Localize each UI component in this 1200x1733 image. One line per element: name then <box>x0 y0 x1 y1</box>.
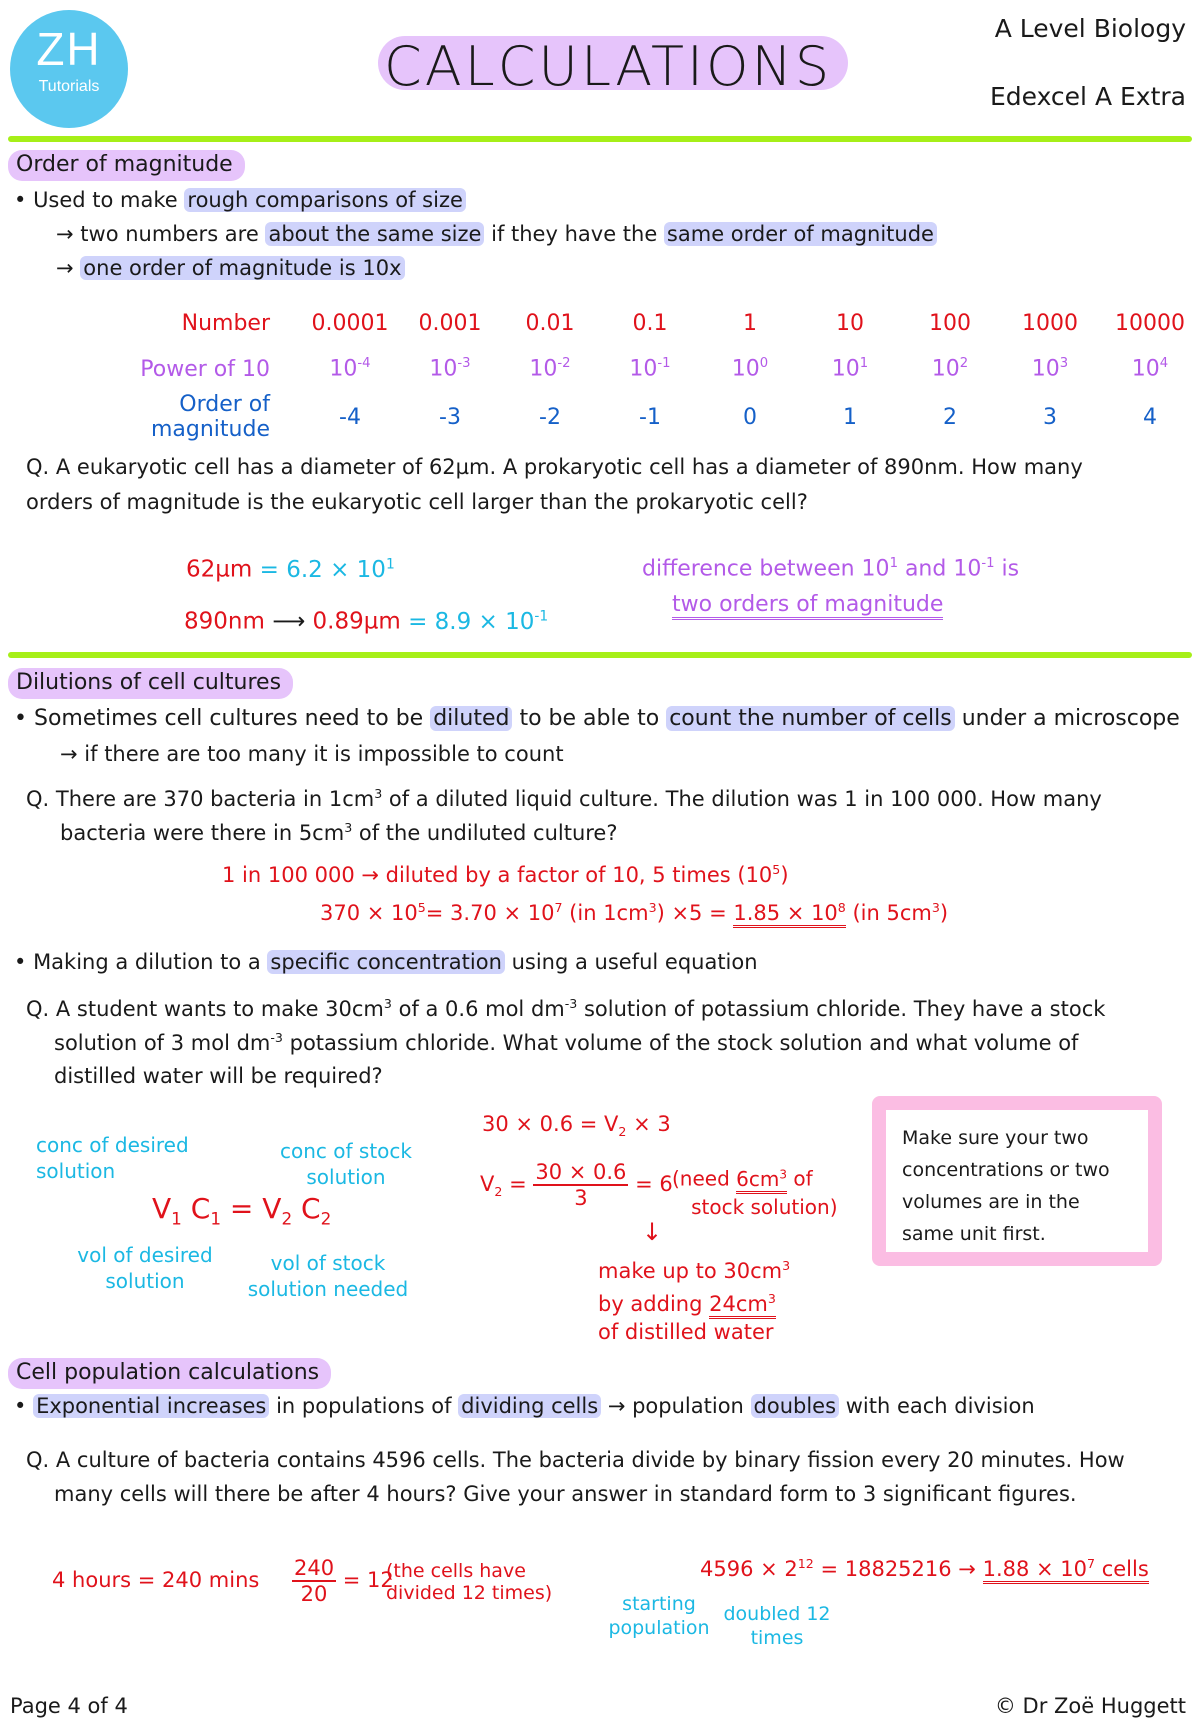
power-cell <box>600 346 700 392</box>
text: = 3.70 × 10 <box>425 901 555 925</box>
base: 10 <box>731 356 760 382</box>
row-label: Power of 10 <box>140 356 270 382</box>
power-cell <box>1000 346 1100 392</box>
text: (in 5cm <box>845 901 932 925</box>
answer-divisions-note: (the cells have divided 12 times) <box>386 1560 553 1604</box>
logo-initials: ZH <box>36 23 102 75</box>
highlight: specific concentration <box>267 950 504 974</box>
text: (need <box>672 1166 737 1191</box>
text: = 6 <box>635 1172 673 1196</box>
text: = 12 <box>342 1568 394 1592</box>
exponent: 7 <box>554 900 563 915</box>
text: Q. A student wants to make 30cm <box>26 997 384 1021</box>
annotation-c1: conc of desired solution <box>36 1133 189 1183</box>
base: 10 <box>529 356 558 382</box>
long-arrow-icon: ⟶ <box>272 608 306 635</box>
difference-note-line-2 <box>672 592 943 617</box>
exponent: 3 <box>782 1258 791 1273</box>
text: stock solution) <box>691 1194 838 1219</box>
exponent: 4 <box>1159 356 1169 372</box>
denominator: 20 <box>300 1582 328 1606</box>
text: of distilled water <box>598 1320 774 1344</box>
text: ) <box>939 901 949 925</box>
bullet-order-1: • Used to make rough comparisons of size <box>14 188 466 212</box>
text: Q. There are 370 bacteria in 1cm <box>26 787 375 811</box>
text: V <box>480 1172 495 1196</box>
exponent: 3 <box>1059 356 1069 372</box>
highlight: about the same size <box>265 222 484 246</box>
text <box>408 609 548 635</box>
number-cell: 0.001 <box>418 310 482 336</box>
text: solution of 3 mol dm <box>54 1031 271 1055</box>
text: 62µm <box>186 556 253 583</box>
question-order-line-1: Q. A eukaryotic cell has a diameter of 62µm. A prokaryotic cell has a diameter of 890nm. How many <box>26 455 1083 479</box>
exponent: -3 <box>457 356 471 372</box>
subscript: 2 <box>618 1124 627 1140</box>
exponent: 3 <box>344 820 353 835</box>
text: if there are too many it is impossible to count <box>84 742 564 766</box>
text: by adding <box>598 1292 710 1316</box>
text: 370 × 10 <box>320 901 418 925</box>
order-cell: 0 <box>743 404 757 430</box>
text: of a diluted liquid culture. The dilution was 1 in 100 000. How many <box>382 787 1102 811</box>
row-power <box>84 346 1200 392</box>
exponent: 1 <box>889 556 898 571</box>
subscript: 1 <box>171 1208 182 1229</box>
sub-bullet-dilutions-1 <box>60 742 564 766</box>
arrow-icon: → <box>56 222 74 246</box>
answer-order-line-2 <box>184 608 548 635</box>
power-cell <box>1100 346 1200 392</box>
text: × 3 <box>626 1112 671 1136</box>
text: = <box>229 1192 254 1225</box>
highlight: diluted <box>430 706 512 731</box>
bullet-dilutions-2: • Making a dilution to a specific concentration using a useful equation <box>14 950 758 974</box>
power-cell <box>800 346 900 392</box>
annotation-v2: vol of stock solution needed <box>247 1251 409 1301</box>
difference-note-line-1 <box>642 556 1019 581</box>
text: 1.88 × 10 <box>982 1557 1088 1581</box>
spec-label: Edexcel A Extra <box>989 82 1186 111</box>
exponent: 5 <box>772 862 781 877</box>
text: bacteria were there in 5cm <box>60 821 345 845</box>
sub-bullet-order-2 <box>56 256 405 280</box>
working-note <box>672 1160 838 1221</box>
number-cell: 1 <box>743 310 757 336</box>
question-dilution-line-1 <box>26 786 1102 811</box>
section-heading-dilutions: Dilutions of cell cultures <box>8 668 293 699</box>
base: 10 <box>831 356 860 382</box>
annotation-v1: vol of desired solution <box>77 1243 213 1293</box>
order-cell: -3 <box>439 404 461 430</box>
text: ) <box>780 863 789 887</box>
order-cell: -2 <box>539 404 561 430</box>
exponent: 3 <box>648 900 657 915</box>
fraction <box>533 1160 628 1210</box>
base: 10 <box>1031 356 1060 382</box>
base: 10 <box>429 356 458 382</box>
exponent: -3 <box>564 996 578 1011</box>
row-number <box>84 300 1200 346</box>
text: C <box>301 1192 321 1225</box>
final-answer <box>983 1557 1149 1584</box>
highlight: dividing cells <box>458 1394 601 1418</box>
page-title: CALCULATIONS <box>378 36 848 90</box>
text: C <box>190 1192 211 1225</box>
exponent: 0 <box>759 356 769 372</box>
denominator: 3 <box>574 1186 588 1210</box>
text: of a 0.6 mol dm <box>391 997 565 1021</box>
text: solution of potassium chloride. They have a stock <box>577 997 1106 1021</box>
text: and 10 <box>897 556 982 582</box>
order-cell: 4 <box>1143 404 1157 430</box>
annotation-c2: conc of stock solution <box>280 1139 412 1189</box>
number-cell: 1000 <box>1022 310 1078 336</box>
text: (in 1cm <box>562 901 649 925</box>
subject-label: A Level Biology <box>994 14 1186 43</box>
answer-hours: 4 hours = 240 mins <box>52 1568 260 1592</box>
question-dilution-line-2 <box>60 820 618 845</box>
answer-underlined <box>709 1292 776 1319</box>
row-label: Number <box>181 310 270 336</box>
exponent: 3 <box>931 900 940 915</box>
order-cell: -1 <box>639 404 661 430</box>
working-line-2 <box>480 1160 673 1210</box>
exponent: 1 <box>859 356 869 372</box>
highlight: rough comparisons of size <box>184 188 466 212</box>
base: 10 <box>629 356 658 382</box>
base: 10 <box>1131 356 1160 382</box>
exponent: 3 <box>374 786 383 801</box>
text: Making a dilution to a <box>33 950 268 974</box>
answer-divisions <box>292 1556 394 1606</box>
answer-underlined <box>736 1167 787 1194</box>
bullet-dilutions-1: • Sometimes cell cultures need to be diluted to be able to count the number of cells under a microscope <box>14 706 1180 731</box>
order-cell: 2 <box>943 404 957 430</box>
exponent: -4 <box>357 356 371 372</box>
question-concentration-line-1 <box>26 996 1105 1021</box>
subscript: 1 <box>210 1208 221 1229</box>
row-order <box>84 392 1200 442</box>
subscript: 2 <box>281 1208 293 1229</box>
exponent: 5 <box>417 900 426 915</box>
dilution-equation <box>152 1192 331 1229</box>
answer-order-line-1 <box>186 556 395 583</box>
logo-subtitle: Tutorials <box>38 78 100 95</box>
fraction <box>292 1556 336 1606</box>
exponent: 2 <box>959 356 969 372</box>
working-line-1 <box>482 1112 671 1139</box>
sub-bullet-order-1 <box>56 222 937 246</box>
section-heading-population: Cell population calculations <box>8 1358 331 1389</box>
text: 1 in 100 000 → diluted by a factor of 10, 5 times (10 <box>222 863 773 887</box>
question-population-line-2: many cells will there be after 4 hours? Give your answer in standard form to 3 significant figures. <box>54 1482 1077 1506</box>
subscript: 2 <box>494 1184 503 1200</box>
working-conclusion <box>598 1252 790 1346</box>
question-order-line-2: orders of magnitude is the eukaryotic cell larger than the prokaryotic cell? <box>26 490 808 514</box>
order-cell: 3 <box>1043 404 1057 430</box>
question-concentration-line-3: distilled water will be required? <box>54 1064 383 1088</box>
answer-dilution-line-1 <box>222 862 789 887</box>
text: = 6.2 × 10 <box>259 556 386 583</box>
highlight: doubles <box>751 1394 840 1418</box>
text: Used to make <box>33 188 185 212</box>
exponent: 3 <box>383 996 392 1011</box>
zh-tutorials-logo <box>10 10 128 128</box>
divider <box>8 652 1192 658</box>
text: potassium chloride. What volume of the stock solution and what volume of <box>282 1031 1079 1055</box>
power-cell <box>900 346 1000 392</box>
numerator: 30 × 0.6 <box>535 1160 627 1184</box>
number-cell: 0.01 <box>525 310 575 336</box>
text: Sometimes cell cultures need to be <box>33 706 431 731</box>
power-cell <box>500 346 600 392</box>
question-population-line-1: Q. A culture of bacteria contains 4596 cells. The bacteria divide by binary fission every 20 minutes. How <box>26 1448 1125 1472</box>
text: if they have the <box>484 222 664 246</box>
highlight: Exponential increases <box>33 1394 269 1418</box>
text: is <box>994 556 1020 582</box>
annotation-starting-population: starting population <box>608 1593 710 1639</box>
answer-calculation <box>700 1556 1149 1581</box>
order-cell: -4 <box>339 404 361 430</box>
page-number: Page 4 of 4 <box>10 1694 128 1718</box>
text: make up to 30cm <box>598 1259 783 1283</box>
text: difference between 10 <box>642 556 890 582</box>
text: → population <box>601 1394 751 1418</box>
exponent: -2 <box>557 356 571 372</box>
text: 1.85 × 10 <box>733 901 838 925</box>
text: 24cm <box>709 1292 768 1316</box>
order-of-magnitude-table <box>84 300 1200 442</box>
divider <box>8 136 1192 142</box>
tip-box: Make sure your two concentrations or two volumes are in the same unit first. <box>872 1096 1162 1266</box>
text: 4596 × 2 <box>700 1557 798 1581</box>
text: with each division <box>839 1394 1035 1418</box>
exponent: 7 <box>1087 1556 1096 1571</box>
number-cell: 100 <box>929 310 971 336</box>
arrow-icon: → <box>60 742 78 766</box>
exponent: -1 <box>981 556 995 571</box>
answer-underlined: two orders of magnitude <box>672 592 943 620</box>
numerator: 240 <box>294 1556 335 1580</box>
exponent: 1 <box>385 556 395 572</box>
text: 30 × 0.6 = V <box>482 1112 619 1136</box>
text: 0.89µm <box>312 608 401 635</box>
highlight: one order of magnitude is 10x <box>80 256 404 280</box>
question-concentration-line-2 <box>54 1030 1078 1055</box>
subscript: 2 <box>320 1208 332 1229</box>
exponent: 8 <box>837 900 846 915</box>
text: two numbers are <box>80 222 266 246</box>
power-cell <box>300 346 400 392</box>
power-cell <box>400 346 500 392</box>
text: = 18825216 → <box>813 1557 983 1581</box>
highlight: same order of magnitude <box>664 222 937 246</box>
answer-dilution-line-2 <box>320 900 948 925</box>
row-label: Order of magnitude <box>150 392 270 442</box>
text: using a useful equation <box>504 950 758 974</box>
text: of the undiluted culture? <box>352 821 618 845</box>
down-arrow-icon: ↓ <box>642 1218 663 1246</box>
highlight: count the number of cells <box>666 706 955 731</box>
arrow-icon: → <box>56 256 74 280</box>
text <box>260 557 395 583</box>
annotation-doubled: doubled 12 times <box>723 1603 831 1649</box>
text: = <box>502 1172 534 1196</box>
section-heading-order-of-magnitude: Order of magnitude <box>8 150 245 181</box>
text: V <box>152 1192 172 1225</box>
exponent: 12 <box>797 1556 814 1571</box>
order-cell: 1 <box>843 404 857 430</box>
text: to be able to <box>512 706 667 731</box>
number-cell: 0.0001 <box>311 310 389 336</box>
exponent: 3 <box>779 1167 787 1181</box>
exponent: -1 <box>534 608 549 624</box>
text: V <box>262 1192 282 1225</box>
answer-underlined <box>733 901 845 928</box>
text: 890nm <box>184 608 265 635</box>
text: in populations of <box>269 1394 459 1418</box>
exponent: -3 <box>270 1030 283 1045</box>
exponent: 3 <box>767 1291 776 1306</box>
number-cell: 0.1 <box>632 310 668 336</box>
text: of <box>786 1166 813 1191</box>
base: 10 <box>329 356 358 382</box>
text: cells <box>1095 1557 1149 1581</box>
text: ) ×5 = <box>656 901 734 925</box>
text: 6cm <box>736 1166 780 1191</box>
copyright: © Dr Zoë Huggett <box>994 1694 1186 1718</box>
number-cell: 10 <box>836 310 864 336</box>
power-cell <box>700 346 800 392</box>
bullet-population-1: • Exponential increases in populations of dividing cells → population doubles with each division <box>14 1394 1035 1418</box>
base: 10 <box>931 356 960 382</box>
number-cell: 10000 <box>1115 310 1185 336</box>
text: under a microscope <box>954 706 1180 731</box>
text: = 8.9 × 10 <box>408 608 535 635</box>
exponent: -1 <box>657 356 671 372</box>
